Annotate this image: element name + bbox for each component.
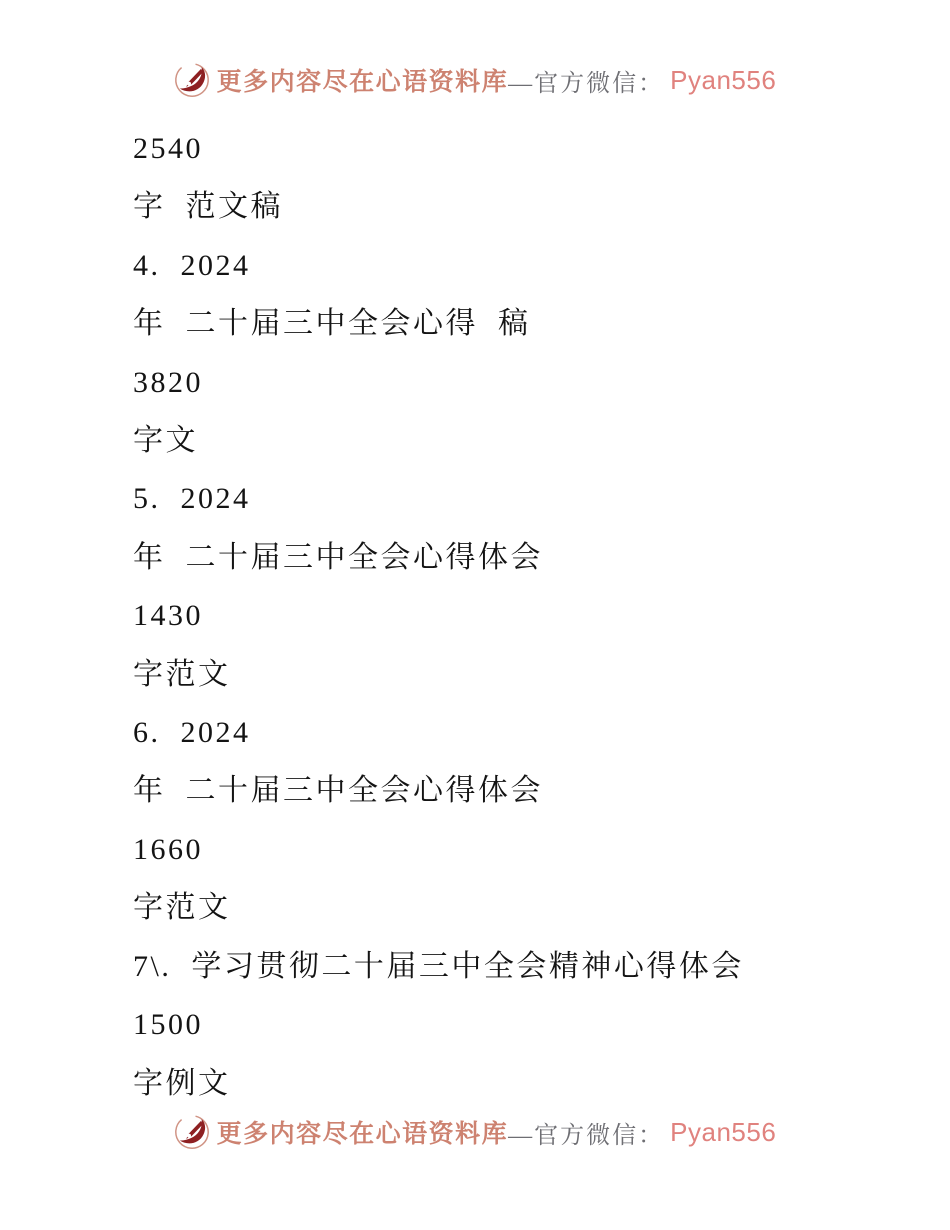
footer-watermark	[0, 1114, 950, 1150]
watermark-brand-text: 更多内容尽在心语资料库	[216, 1121, 509, 1148]
pen-nib-circle-icon	[174, 1114, 210, 1150]
document-line: 6. 2024	[133, 716, 251, 750]
document-line: 1430	[133, 599, 203, 633]
document-line: 字 范文稿	[133, 190, 283, 224]
document-line: 1500	[133, 1008, 203, 1042]
watermark-wechat-label: —官方微信：	[508, 70, 665, 97]
document-line: 1660	[133, 832, 203, 866]
document-line: 年 二十届三中全会心得体会	[133, 540, 543, 574]
document-line: 字文	[133, 424, 198, 458]
pen-nib-circle-icon	[174, 62, 210, 98]
document-line: 字例文	[133, 1066, 231, 1100]
watermark-wechat-id: Pyan556	[670, 64, 777, 95]
document-line: 3820	[133, 365, 203, 399]
document-line: 2540	[133, 132, 203, 165]
document-line: 字范文	[133, 891, 231, 925]
document-line: 7\. 学习贯彻二十届三中全会精神心得体会	[133, 949, 744, 983]
document-line: 5. 2024	[133, 482, 251, 516]
header-watermark	[0, 62, 950, 98]
document-line: 年 二十届三中全会心得 稿	[133, 307, 531, 341]
document-line: 字范文	[133, 657, 231, 691]
watermark-wechat-label: —官方微信：	[508, 1122, 665, 1149]
watermark-brand-text: 更多内容尽在心语资料库	[216, 69, 509, 96]
document-line: 4. 2024	[133, 248, 251, 282]
watermark-wechat-id: Pyan556	[670, 1116, 777, 1147]
document-body	[133, 120, 920, 1113]
document-line: 年 二十届三中全会心得体会	[133, 774, 543, 808]
